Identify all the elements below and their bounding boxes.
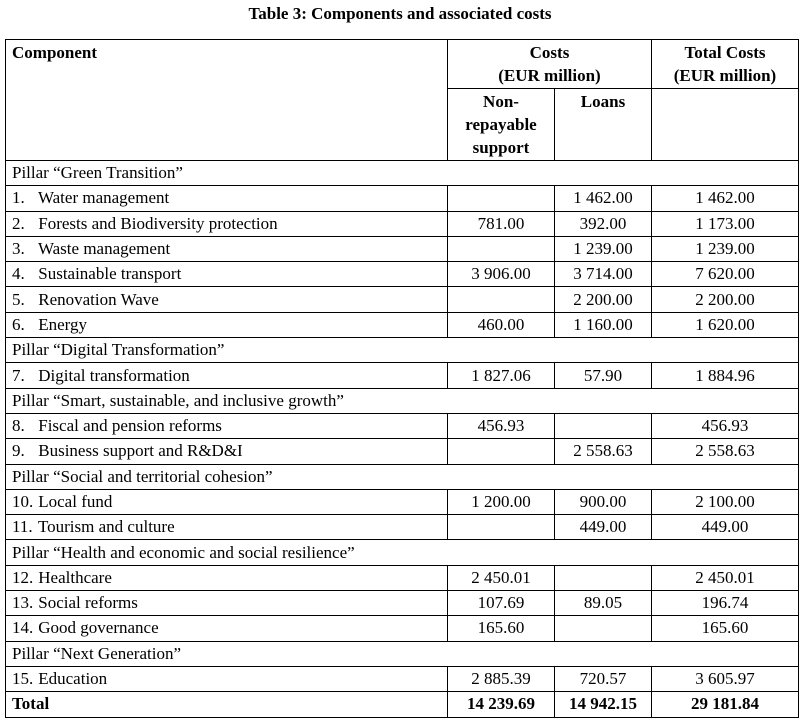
loans-cell xyxy=(555,413,652,438)
table-row xyxy=(6,666,799,691)
component-cell xyxy=(6,489,448,514)
component-cell xyxy=(6,616,448,641)
loans-cell: 2 558.63 xyxy=(555,439,652,464)
non-repayable-header-line1: Non- xyxy=(483,92,519,111)
non-repayable-cell: 165.60 xyxy=(448,616,555,641)
total-cell: 1 884.96 xyxy=(652,363,799,388)
total-cell: 2 450.01 xyxy=(652,565,799,590)
total-cell: 165.60 xyxy=(652,616,799,641)
total-loans: 14 942.15 xyxy=(555,692,652,717)
non-repayable-cell: 1 827.06 xyxy=(448,363,555,388)
loans-cell: 900.00 xyxy=(555,489,652,514)
component-number: 14. xyxy=(12,618,34,638)
non-repayable-cell xyxy=(448,439,555,464)
component-cell xyxy=(6,413,448,438)
total-costs-header xyxy=(652,40,799,89)
component-cell xyxy=(6,666,448,691)
component-cell xyxy=(6,515,448,540)
table-row xyxy=(6,186,799,211)
loans-cell xyxy=(555,565,652,590)
component-name: Good governance xyxy=(38,618,159,638)
component-name: Renovation Wave xyxy=(38,289,159,309)
component-number: 11. xyxy=(12,517,33,537)
loans-cell: 720.57 xyxy=(555,666,652,691)
non-repayable-cell: 3 906.00 xyxy=(448,262,555,287)
non-repayable-header-line2: repayable xyxy=(465,115,537,134)
component-name: Business support and R&D&I xyxy=(38,441,243,461)
total-cell: 1 239.00 xyxy=(652,236,799,261)
table-row xyxy=(6,439,799,464)
non-repayable-cell: 460.00 xyxy=(448,312,555,337)
component-cell xyxy=(6,439,448,464)
component-number: 3. xyxy=(12,239,25,259)
total-costs-header-line1: Total Costs xyxy=(684,43,766,62)
component-name: Local fund xyxy=(38,492,113,511)
loans-cell: 1 462.00 xyxy=(555,186,652,211)
table-row xyxy=(6,211,799,236)
total-cell: 2 558.63 xyxy=(652,439,799,464)
total-cell: 1 620.00 xyxy=(652,312,799,337)
non-repayable-header-line3: support xyxy=(472,138,530,157)
pillar-row xyxy=(6,161,799,186)
non-repayable-cell xyxy=(448,515,555,540)
component-number: 4. xyxy=(12,264,25,284)
table-row xyxy=(6,413,799,438)
pillar-label: Pillar “Social and territorial cohesion” xyxy=(6,464,799,489)
pillar-label: Pillar “Next Generation” xyxy=(6,641,799,666)
component-name: Sustainable transport xyxy=(38,264,182,284)
loans-cell: 57.90 xyxy=(555,363,652,388)
non-repayable-cell: 107.69 xyxy=(448,591,555,616)
table-row xyxy=(6,591,799,616)
component-name: Waste management xyxy=(37,239,171,259)
component-cell xyxy=(6,186,448,211)
component-number: 7. xyxy=(12,365,25,385)
table-row xyxy=(6,287,799,312)
loans-cell xyxy=(555,616,652,641)
non-repayable-cell xyxy=(448,186,555,211)
table-footer xyxy=(6,692,799,717)
component-cell xyxy=(6,236,448,261)
component-cell xyxy=(6,591,448,616)
component-number: 6. xyxy=(12,314,25,334)
total-cell: 2 100.00 xyxy=(652,489,799,514)
pillar-row xyxy=(6,464,799,489)
pillar-label: Pillar “Smart, sustainable, and inclusive growth” xyxy=(6,388,799,413)
loans-cell: 89.05 xyxy=(555,591,652,616)
pillar-label: Pillar “Green Transition” xyxy=(6,161,799,186)
table-row xyxy=(6,515,799,540)
loans-cell: 1 239.00 xyxy=(555,236,652,261)
non-repayable-cell: 781.00 xyxy=(448,211,555,236)
table-caption: Table 3: Components and associated costs xyxy=(248,4,552,23)
component-name: Water management xyxy=(37,188,170,208)
component-cell xyxy=(6,312,448,337)
component-name: Tourism and culture xyxy=(37,517,175,537)
component-number: 5. xyxy=(12,289,25,309)
non-repayable-cell: 2 885.39 xyxy=(448,666,555,691)
loans-cell: 3 714.00 xyxy=(555,262,652,287)
component-name: Healthcare xyxy=(38,567,112,587)
component-cell xyxy=(6,287,448,312)
table-header xyxy=(6,40,799,161)
component-number: 12. xyxy=(12,567,34,587)
table-row xyxy=(6,312,799,337)
component-name: Education xyxy=(38,669,108,689)
non-repayable-cell: 1 200.00 xyxy=(448,489,555,514)
total-cell: 449.00 xyxy=(652,515,799,540)
loans-cell: 449.00 xyxy=(555,515,652,540)
component-cell xyxy=(6,262,448,287)
non-repayable-header xyxy=(448,89,555,161)
table-row xyxy=(6,236,799,261)
table-body xyxy=(6,161,799,692)
costs-header-line2: (EUR million) xyxy=(498,66,601,85)
component-number: 13. xyxy=(12,593,34,613)
total-cell: 2 200.00 xyxy=(652,287,799,312)
table-row xyxy=(6,262,799,287)
component-number: 2. xyxy=(12,213,25,233)
component-number: 9. xyxy=(12,441,25,461)
component-name: Energy xyxy=(38,314,88,334)
table-row xyxy=(6,616,799,641)
component-header-label: Component xyxy=(12,43,98,62)
component-header xyxy=(6,40,448,161)
loans-cell: 1 160.00 xyxy=(555,312,652,337)
component-cell xyxy=(6,565,448,590)
total-cell: 3 605.97 xyxy=(652,666,799,691)
component-cell xyxy=(6,363,448,388)
table-row xyxy=(6,363,799,388)
component-number: 8. xyxy=(12,416,25,436)
total-costs-subheader-empty xyxy=(652,89,799,161)
non-repayable-cell: 2 450.01 xyxy=(448,565,555,590)
component-name: Forests and Biodiversity protection xyxy=(38,213,278,233)
loans-cell: 392.00 xyxy=(555,211,652,236)
pillar-row xyxy=(6,641,799,666)
loans-header xyxy=(555,89,652,161)
component-cell xyxy=(6,211,448,236)
header-row-top xyxy=(6,40,799,89)
pillar-label: Pillar “Health and economic and social resilience” xyxy=(6,540,799,565)
component-number: 1. xyxy=(12,188,25,208)
component-name: Social reforms xyxy=(38,593,138,613)
loans-header-label: Loans xyxy=(580,92,626,111)
component-name: Digital transformation xyxy=(38,365,190,385)
costs-table xyxy=(5,39,799,718)
pillar-label: Pillar “Digital Transformation” xyxy=(6,338,799,363)
pillar-row xyxy=(6,540,799,565)
costs-header-line1: Costs xyxy=(529,43,570,62)
total-cell: 456.93 xyxy=(652,413,799,438)
component-number: 15. xyxy=(12,669,34,689)
component-number: 10. xyxy=(12,492,34,511)
total-costs-header-line2: (EUR million) xyxy=(673,66,777,85)
component-name: Fiscal and pension reforms xyxy=(38,416,222,436)
table-row xyxy=(6,565,799,590)
non-repayable-cell xyxy=(448,236,555,261)
total-cell: 7 620.00 xyxy=(652,262,799,287)
total-cell: 1 462.00 xyxy=(652,186,799,211)
total-cell: 196.74 xyxy=(652,591,799,616)
table-row xyxy=(6,489,799,514)
costs-header xyxy=(448,40,652,89)
pillar-row xyxy=(6,388,799,413)
total-costs-sum: 29 181.84 xyxy=(652,692,799,717)
non-repayable-cell xyxy=(448,287,555,312)
total-row xyxy=(6,692,799,717)
total-label: Total xyxy=(6,692,448,717)
total-non-repayable: 14 239.69 xyxy=(448,692,555,717)
loans-cell: 2 200.00 xyxy=(555,287,652,312)
non-repayable-cell: 456.93 xyxy=(448,413,555,438)
pillar-row xyxy=(6,338,799,363)
total-cell: 1 173.00 xyxy=(652,211,799,236)
